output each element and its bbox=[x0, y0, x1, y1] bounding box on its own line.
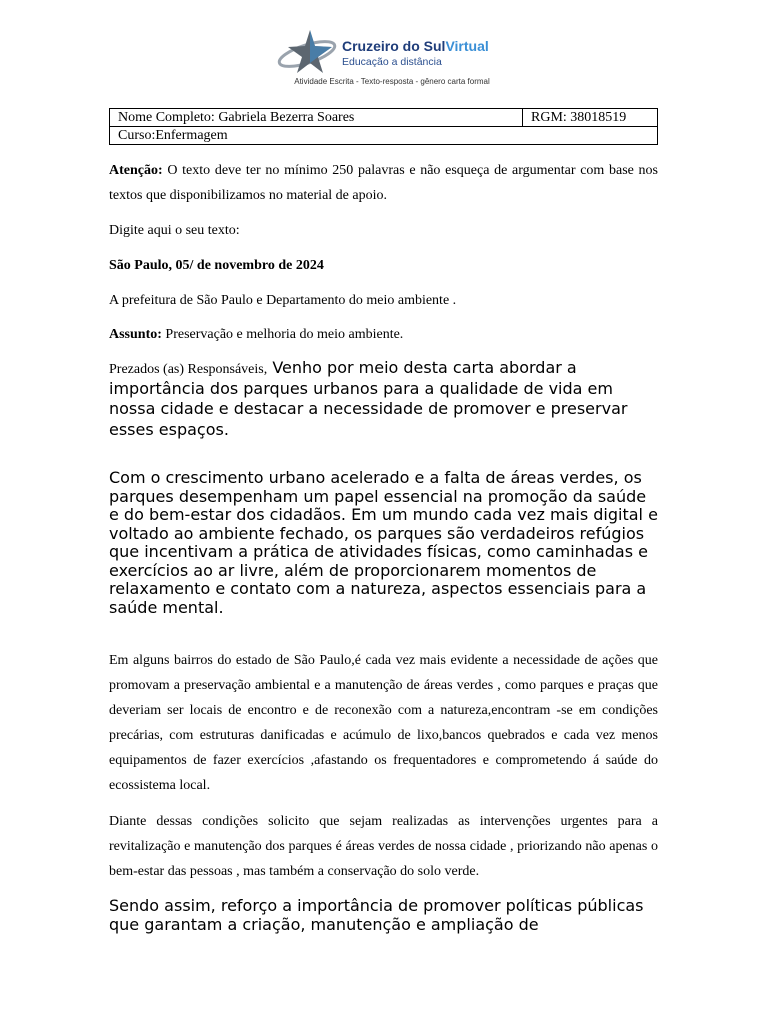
attention-text: O texto deve ter no mínimo 250 palavras e não esqueça de argumentar com base nos textos que disponibilizamos no material de apoio. bbox=[109, 163, 658, 203]
course-cell: Curso:Enfermagem bbox=[110, 127, 658, 145]
recipient-line: A prefeitura de São Paulo e Departamento do meio ambiente . bbox=[109, 293, 457, 308]
paragraph-1-text: Venho por meio desta carta abordar a importância dos parques urbanos para a qualidade de vida em nossa cidade e destacar a necessidade de promover e preservar esses espaços. bbox=[109, 358, 628, 439]
date-line bbox=[109, 253, 658, 278]
date-text: São Paulo, 05/ de novembro de 2024 bbox=[109, 258, 324, 273]
star-orbit-logo-icon bbox=[274, 26, 340, 78]
activity-subtitle: Atividade Escrita - Texto-resposta - gênero carta formal bbox=[294, 77, 490, 86]
subject-label: Assunto: bbox=[109, 327, 162, 342]
info-row bbox=[110, 127, 658, 145]
attention-paragraph bbox=[109, 158, 658, 208]
paragraph-3: Em alguns bairros do estado de São Paulo,é cada vez mais evidente a necessidade de ações que promovam a preservação ambiental e a manutenção de áreas verdes , como parques e praças que deveriam ser locais de encontro e de reconexão com a natureza,encontram -se em condições precárias, com estruturas danificadas e acúmulo de lixo,bancos quebrados e cada vez menos equipamentos de fazer exercícios ,afastando os frequentadores e comprometendo á saúde do ecossistema local. bbox=[109, 653, 658, 793]
student-info-table bbox=[109, 108, 658, 145]
paragraph-2: Com o crescimento urbano acelerado e a falta de áreas verdes, os parques desempenham um papel essencial na promoção da saúde e do bem-estar dos cidadãos. Em um mundo cada vez mais digital e voltado ao ambiente fechado, os parques são verdadeiros refúgios que incentivam a prática de atividades físicas, como caminhadas e exercícios ao ar livre, além de proporcionarem momentos de relaxamento e contato com a natureza, aspectos essenciais para a saúde mental. bbox=[109, 468, 658, 617]
rgm-cell: RGM: 38018519 bbox=[523, 109, 658, 127]
prompt-text: Digite aqui o seu texto: bbox=[109, 223, 240, 238]
brand-part1: Cruzeiro do Sul bbox=[342, 38, 446, 54]
brand-part2: Virtual bbox=[445, 38, 489, 54]
greeting: Prezados (as) Responsáveis, bbox=[109, 362, 268, 377]
subject-line bbox=[109, 322, 658, 347]
paragraph-4: Diante dessas condições solicito que sejam realizadas as intervenções urgentes para a revitalização e manutenção dos parques é áreas verdes de nossa cidade , priorizando não apenas o bem-estar das pessoas , mas também a conservação do solo verde. bbox=[109, 814, 658, 879]
brand-name bbox=[342, 38, 489, 54]
header bbox=[272, 24, 512, 92]
paragraph-1 bbox=[109, 359, 658, 441]
attention-label: Atenção: bbox=[109, 163, 163, 178]
info-row bbox=[110, 109, 658, 127]
subject-text: Preservação e melhoria do meio ambiente. bbox=[161, 327, 404, 342]
paragraph-5: Sendo assim, reforço a importância de promover políticas públicas que garantam a criação, manutenção e ampliação de bbox=[109, 896, 644, 934]
student-name-cell: Nome Completo: Gabriela Bezerra Soares bbox=[110, 109, 523, 127]
brand-tagline: Educação a distância bbox=[342, 56, 442, 68]
